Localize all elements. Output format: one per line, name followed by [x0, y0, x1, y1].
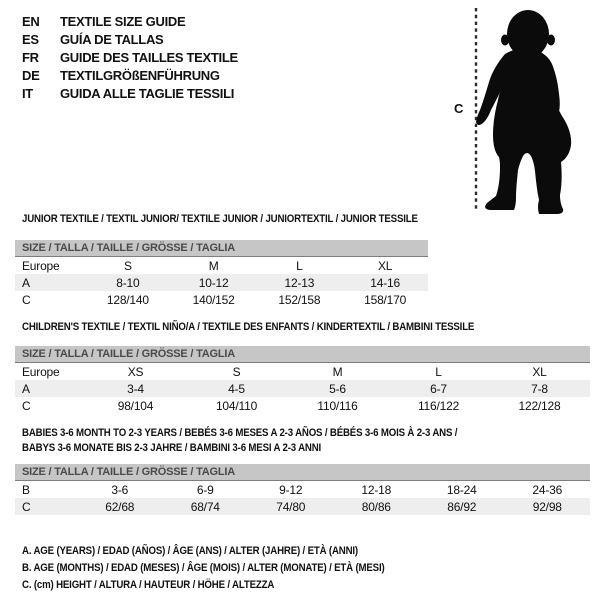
language-title: GUIDE DES TAILLES TEXTILE — [60, 49, 238, 65]
cell-value: 68/74 — [190, 499, 220, 514]
junior-table-body — [15, 257, 428, 308]
cell-value: 110/116 — [317, 398, 358, 413]
babies-table-title: BABIES 3-6 MONTH TO 2-3 YEARS / BEBÉS 3-6 MESES A 2-3 AÑOS / BÉBÉS 3-6 MOIS À 2-3 ANS / BABYS 3-6 MONATE BIS 2-3 JAHRE / BAMBINI 3-6 MESI A 2-3 ANNI — [22, 427, 458, 454]
table-row — [15, 257, 428, 274]
row-label: Europe — [22, 364, 60, 379]
cell-value: 5-6 — [329, 381, 346, 396]
cell-value: 140/152 — [192, 292, 235, 307]
babies-size-table — [15, 464, 590, 515]
language-code: EN — [22, 13, 40, 29]
size-header-bar: SIZE / TALLA / TAILLE / GRÖSSE / TAGLIA — [15, 464, 590, 481]
cell-value: 116/122 — [417, 398, 460, 413]
cell-value: 92/98 — [532, 499, 562, 514]
language-row — [22, 66, 238, 84]
height-measure-figure — [448, 4, 598, 216]
row-label: C — [22, 292, 31, 307]
cell-value: 10-12 — [198, 275, 229, 290]
junior-size-table — [15, 240, 428, 308]
language-row — [22, 12, 238, 30]
toddler-silhouette-icon — [448, 4, 598, 216]
language-code: FR — [22, 49, 39, 65]
cell-value: 14-16 — [370, 275, 400, 290]
note-age-years: A. AGE (YEARS) / EDAD (AÑOS) / ÂGE (ANS) / ALTER (JAHRE) / ETÀ (ANNI) — [22, 545, 358, 557]
note-age-months: B. AGE (MONTHS) / EDAD (MESES) / ÂGE (MOIS) / ALTER (MONATE) / ETÀ (MESI) — [22, 562, 385, 574]
cell-value: M — [208, 258, 219, 273]
babies-table-body — [15, 481, 590, 515]
size-header-bar: SIZE / TALLA / TAILLE / GRÖSSE / TAGLIA — [15, 240, 428, 257]
table-row — [15, 380, 590, 397]
cell-value: XS — [127, 364, 144, 379]
cell-value: 152/158 — [278, 292, 321, 307]
table-row — [15, 481, 590, 498]
language-code: DE — [22, 67, 40, 83]
table-row — [15, 397, 590, 414]
language-code: ES — [22, 31, 39, 47]
cell-value: 98/104 — [117, 398, 154, 413]
language-title: TEXTILGRÖßENFÜHRUNG — [60, 67, 220, 83]
table-row — [15, 498, 590, 515]
size-header-bar: SIZE / TALLA / TAILLE / GRÖSSE / TAGLIA — [15, 346, 590, 363]
cell-value: 3-6 — [111, 482, 129, 497]
cell-value: S — [232, 364, 241, 379]
cell-value: 7-8 — [531, 381, 548, 396]
row-label: Europe — [22, 258, 60, 273]
row-label: A — [22, 381, 30, 396]
table-row — [15, 363, 590, 380]
children-table-body — [15, 363, 590, 414]
cell-value: 80/86 — [361, 499, 391, 514]
row-label: C — [22, 398, 31, 413]
cell-value: 86/92 — [447, 499, 477, 514]
cell-value: 12-13 — [284, 275, 315, 290]
cell-value: 9-12 — [279, 482, 303, 497]
cell-value: 122/128 — [518, 398, 561, 413]
cell-value: 104/110 — [215, 398, 258, 413]
language-code: IT — [22, 85, 33, 101]
cell-value: 4-5 — [228, 381, 245, 396]
language-row — [22, 84, 238, 102]
cell-value: 18-24 — [446, 482, 477, 497]
language-title: TEXTILE SIZE GUIDE — [60, 13, 186, 29]
junior-table-title: JUNIOR TEXTILE / TEXTIL JUNIOR/ TEXTILE JUNIOR / JUNIORTEXTIL / JUNIOR TESSILE — [22, 213, 418, 225]
cell-value: 74/80 — [276, 499, 306, 514]
cell-value: 3-4 — [127, 381, 144, 396]
cell-value: 158/170 — [364, 292, 407, 307]
language-title: GUÍA DE TALLAS — [60, 31, 164, 47]
cell-value: 62/68 — [105, 499, 135, 514]
cell-value: 24-36 — [532, 482, 563, 497]
children-size-table — [15, 346, 590, 414]
cell-value: S — [123, 258, 132, 273]
cell-value: 6-9 — [196, 482, 214, 497]
cell-value: 6-7 — [430, 381, 447, 396]
table-row — [15, 274, 428, 291]
cell-value: XL — [377, 258, 393, 273]
cell-value: M — [332, 364, 343, 379]
table-row — [15, 291, 428, 308]
height-measure-label: C — [454, 101, 464, 116]
cell-value: L — [296, 258, 303, 273]
children-table-title: CHILDREN'S TEXTILE / TEXTIL NIÑO/A / TEXTILE DES ENFANTS / KINDERTEXTIL / BAMBINI TESSILE — [22, 321, 475, 333]
row-label: C — [22, 499, 31, 514]
language-row — [22, 48, 238, 66]
cell-value: 128/140 — [106, 292, 149, 307]
language-row — [22, 30, 238, 48]
note-height-cm: C. (cm) HEIGHT / ALTURA / HAUTEUR / HÖHE / ALTEZZA — [22, 579, 275, 591]
cell-value: L — [435, 364, 442, 379]
row-label: B — [22, 482, 30, 497]
cell-value: 12-18 — [361, 482, 392, 497]
legend-notes — [22, 543, 434, 594]
language-title: GUIDA ALLE TAGLIE TESSILI — [60, 85, 235, 101]
toddler-silhouette — [476, 10, 571, 214]
row-label: A — [22, 275, 30, 290]
cell-value: 8-10 — [116, 275, 140, 290]
cell-value: XL — [532, 364, 547, 379]
language-list — [22, 12, 238, 102]
